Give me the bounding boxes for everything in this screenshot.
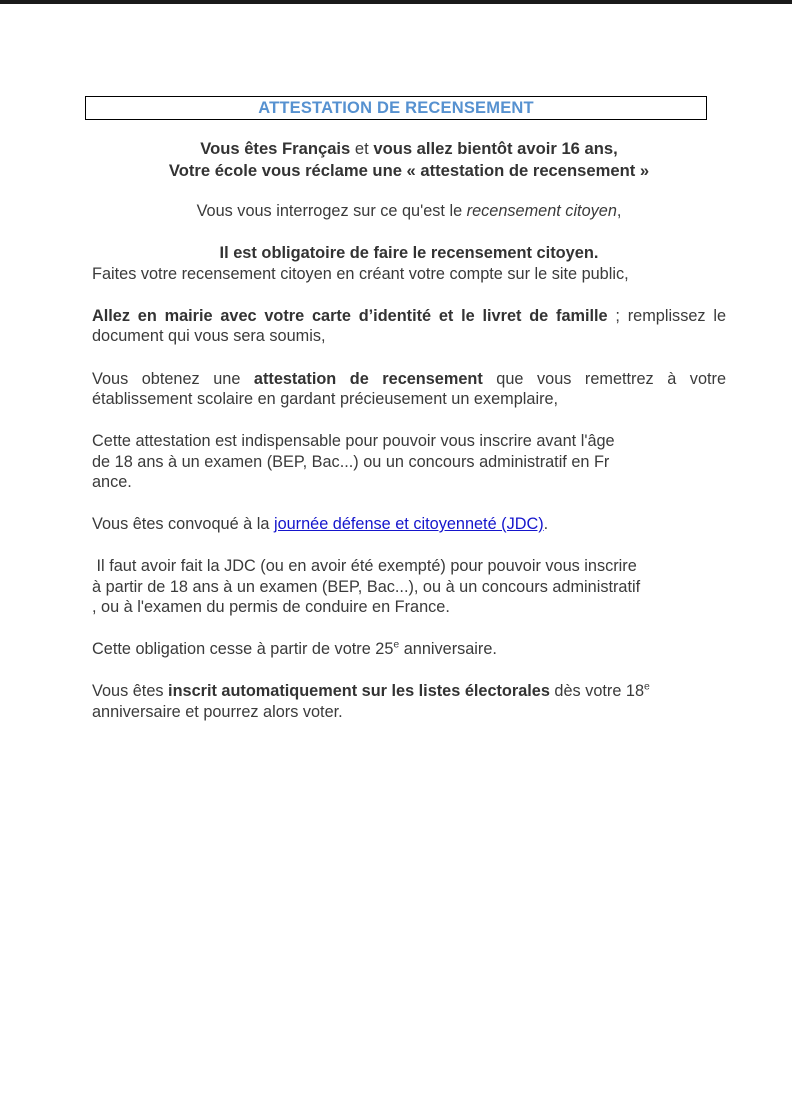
spacer (92, 221, 726, 243)
fin-obligation-ordinal-suffix: e (393, 639, 400, 651)
interrogation-italic-term: recensement citoyen (466, 202, 617, 221)
fin-obligation-before: Cette obligation cesse à partir de votre 25 (92, 640, 394, 659)
mairie-rest: ; remplissez le document qui vous sera soumis, (92, 307, 727, 346)
indispensable-line-1: Cette attestation est indispensable pour pouvoir vous inscrire avant l'âge (92, 432, 615, 451)
spacer (92, 284, 726, 306)
listes-lead: Vous êtes (92, 682, 169, 701)
jdc-line-3: , ou à l'examen du permis de conduire en France. (92, 597, 450, 616)
convocation-rest: . (543, 515, 549, 534)
spacer (92, 492, 726, 514)
jdc-line-2: à partir de 18 ans à un examen (BEP, Bac...), ou à un concours administratif (92, 577, 641, 596)
paragraph-obligation-heading: Il est obligatoire de faire le recensement citoyen. (219, 244, 599, 263)
listes-bold-term: inscrit automatiquement sur les listes électorales (168, 682, 550, 701)
intro-heading-connector: et (350, 139, 374, 158)
indispensable-line-3: ance. (92, 472, 132, 491)
listes-ordinal-suffix: e (644, 682, 650, 694)
document-title-box (85, 96, 707, 120)
spacer (92, 534, 726, 556)
paragraph-interrogation (92, 201, 726, 221)
interrogation-text-after: , (616, 202, 622, 221)
paragraph-mairie (92, 306, 726, 347)
attestation-bold-term: attestation de recensement (253, 369, 483, 388)
paragraph-creer-compte: Faites votre recensement citoyen en créant votre compte sur le site public, (92, 264, 629, 283)
interrogation-text-before: Vous vous interrogez sur ce qu'est le (196, 202, 467, 221)
intro-heading-bold-a: Vous êtes Français (200, 139, 351, 158)
attestation-rest: que vous remettrez à votre établissement scolaire en gardant précieusement un exemplaire, (92, 369, 726, 408)
paragraph-listes-electorales (92, 681, 726, 722)
spacer (92, 659, 726, 681)
intro-heading-line-1 (92, 138, 726, 160)
listes-mid: dès votre 18 (549, 682, 645, 701)
attestation-lead: Vous obtenez une (92, 369, 254, 388)
page-title: ATTESTATION DE RECENSEMENT (258, 98, 534, 117)
mairie-bold-lead: Allez en mairie avec votre carte d’identité et le livret de famille (92, 307, 608, 326)
paragraph-jdc-obligatoire (92, 556, 726, 617)
spacer (92, 409, 726, 431)
fin-obligation-after: anniversaire. (399, 640, 497, 659)
intro-heading (92, 138, 726, 181)
convocation-lead: Vous êtes convoqué à la (92, 515, 274, 534)
intro-heading-line-2: Votre école vous réclame une « attestation de recensement » (168, 160, 650, 180)
spacer (92, 347, 726, 369)
paragraph-fin-obligation (92, 639, 726, 659)
spacer (92, 617, 726, 639)
indispensable-line-2: de 18 ans à un examen (BEP, Bac...) ou un concours administratif en Fr (92, 452, 610, 471)
paragraph-indispensable (92, 431, 726, 492)
paragraph-convocation-jdc (92, 514, 726, 534)
jdc-line-1: Il faut avoir fait la JDC (ou en avoir été exempté) pour pouvoir vous inscrire (92, 557, 637, 576)
intro-heading-bold-b: vous allez bientôt avoir 16 ans, (373, 139, 618, 158)
listes-rest: anniversaire et pourrez alors voter. (92, 702, 343, 721)
document-body (92, 138, 726, 722)
paragraph-attestation-obtenue (92, 369, 726, 410)
link-journee-defense-citoyennete[interactable]: journée défense et citoyenneté (JDC) (273, 515, 544, 534)
